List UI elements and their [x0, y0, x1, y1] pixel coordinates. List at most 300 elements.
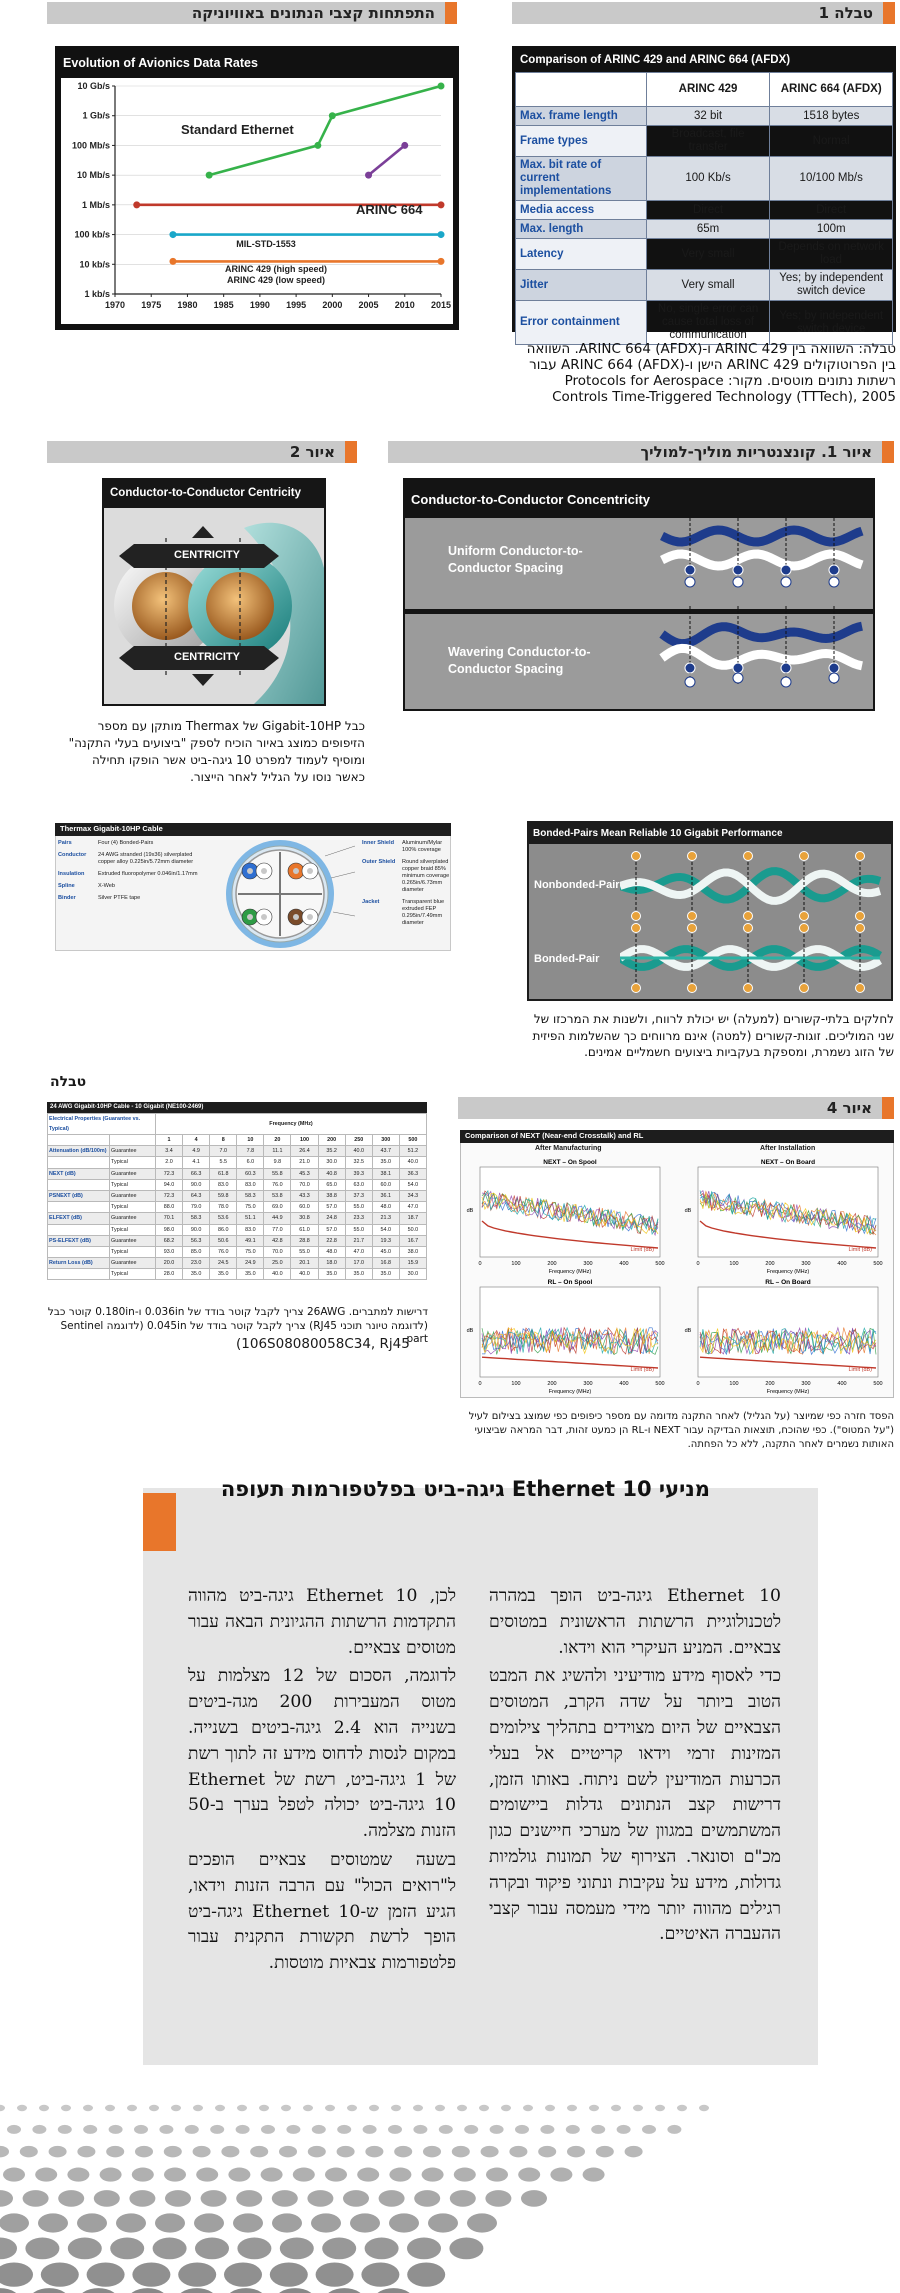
- decorative-dot: [479, 2105, 489, 2111]
- decorative-dot: [149, 2105, 159, 2111]
- cable-value-cell: 34.3: [399, 1190, 426, 1201]
- conductor-dot: [688, 852, 697, 861]
- cable-spec-row: [362, 840, 450, 854]
- cable-spec-value: Transparent blue extruded FEP 0.295in/7.49mm diameter: [402, 899, 445, 926]
- cable-value-cell: 58.3: [183, 1213, 210, 1224]
- table-cell-arinc664: 1518 bytes: [770, 107, 893, 126]
- next-rl-col-left: After Manufacturing: [535, 1145, 602, 1152]
- decorative-dot: [195, 2238, 229, 2260]
- decorative-dot: [100, 2168, 122, 2182]
- decorative-dot: [132, 2168, 154, 2182]
- conductor-dot: [800, 984, 809, 993]
- cable-value-cell: 72.3: [156, 1190, 183, 1201]
- cable-table-row: [48, 1235, 427, 1246]
- cable-table-row: [48, 1269, 427, 1280]
- cable-table-frequency-header: Frequency (MHz): [156, 1114, 427, 1135]
- small-chart-title: NEXT – On Board: [760, 1159, 816, 1166]
- decorative-dot: [337, 2125, 351, 2134]
- decorative-dot: [642, 2125, 656, 2134]
- decorative-dot: [68, 2238, 102, 2260]
- decorative-dot: [171, 2105, 181, 2111]
- decorative-dot: [272, 2190, 298, 2207]
- cable-value-cell: 53.6: [210, 1213, 237, 1224]
- cable-value-cell: 90.0: [183, 1224, 210, 1235]
- cable-property: NEXT (dB): [48, 1168, 110, 1179]
- cable-value-cell: 98.0: [156, 1224, 183, 1235]
- conductor-dot: [685, 565, 695, 575]
- small-chart-xlabel: Frequency (MHz): [766, 1389, 810, 1395]
- decorative-dot: [311, 2213, 341, 2232]
- decorative-dot: [325, 2105, 335, 2111]
- cable-value-cell: 79.0: [183, 1202, 210, 1213]
- table-cell-arinc429: Very small: [646, 239, 770, 270]
- wire-blue: [662, 530, 862, 542]
- decorative-dot: [450, 2190, 476, 2207]
- cable-value-type: Guarantee: [110, 1235, 156, 1246]
- table-cell-arinc664: 100m: [770, 220, 893, 239]
- cable-value-cell: 60.0: [291, 1202, 318, 1213]
- decorative-dot: [38, 2213, 68, 2232]
- cable-table-wrap: [47, 1102, 427, 1280]
- decorative-dot: [105, 2105, 115, 2111]
- decorative-dot: [467, 2213, 497, 2232]
- decorative-dot: [132, 2262, 170, 2286]
- fig4-header-label: איור 4: [826, 1099, 872, 1117]
- decorative-dot: [485, 2190, 511, 2207]
- decorative-dot: [0, 2288, 21, 2293]
- table-cell-arinc664: Yes; by independent switch device: [770, 270, 893, 301]
- cable-spec-value: Round silverplated copper braid 85% minimum coverage 0.265in/6.73mm diameter: [402, 859, 450, 893]
- decorative-dot: [77, 2213, 107, 2232]
- x-tick-label: 2005: [358, 300, 379, 310]
- table-cell-arinc429: 65m: [646, 220, 770, 239]
- cable-value-cell: 38.0: [399, 1246, 426, 1257]
- conductor-dot: [856, 852, 865, 861]
- conductor-dot: [829, 565, 839, 575]
- comparison-table-row: [516, 201, 893, 220]
- chart-title: Evolution of Avionics Data Rates: [63, 56, 258, 70]
- conductor-dot: [733, 673, 743, 683]
- decorative-dot: [490, 2125, 504, 2134]
- decorative-dot: [178, 2262, 216, 2286]
- decorative-dot: [274, 2288, 316, 2293]
- cable-value-cell: 77.0: [264, 1224, 291, 1235]
- table-cell-arinc664: Yes; by independent switch device: [770, 301, 893, 345]
- cable-value-cell: 20.1: [291, 1258, 318, 1269]
- cable-table-title: 24 AWG Gigabit-10HP Cable - 10 Gigabit (NE100-2469): [47, 1102, 427, 1113]
- decorative-dot: [611, 2105, 621, 2111]
- cable-value-cell: 37.3: [345, 1190, 372, 1201]
- decorative-dot: [325, 2168, 347, 2182]
- cable-table: [47, 1113, 427, 1280]
- decorative-dot: [7, 2125, 21, 2134]
- fig2-header-bar: [47, 441, 357, 463]
- cable-value-type: Guarantee: [110, 1258, 156, 1269]
- decorative-dot: [35, 2168, 57, 2182]
- comparison-table-caption: טבלה: השוואה בין ARINC 429 ו-ARINC 664 (AFDX). השוואה בין הפרוטוקולים ARINC 429 הישן ו-ARINC 664 (AFDX) עבור רשתות נתונים מוטסים. מקור: Protocols for Aerospace Controls Time-Triggered Technology (TTTech), 2005: [526, 341, 896, 405]
- y-tick-label: 100 Mb/s: [71, 140, 110, 151]
- cable-value-cell: 40.8: [318, 1168, 345, 1179]
- decorative-dot: [77, 2146, 95, 2158]
- decorative-dot: [308, 2146, 326, 2158]
- small-chart-frame: [698, 1167, 878, 1257]
- series-point: [438, 231, 445, 238]
- cable-value-type: Typical: [110, 1224, 156, 1235]
- decorative-dot: [286, 2125, 300, 2134]
- decorative-dot: [454, 2168, 476, 2182]
- table-cell-arinc664: Normal: [770, 126, 893, 157]
- decorative-dot: [201, 2190, 227, 2207]
- cable-value-cell: 88.0: [156, 1202, 183, 1213]
- small-chart-ylabel: dB: [684, 1328, 692, 1334]
- conductor-dot: [781, 663, 791, 673]
- decorative-dot: [224, 2262, 262, 2286]
- decorative-dot: [281, 2105, 291, 2111]
- x-tick-label: 2010: [394, 300, 415, 310]
- small-chart-x-tick: 300: [801, 1381, 811, 1387]
- cable-table-row: [48, 1190, 427, 1201]
- decorative-dot: [77, 2288, 119, 2293]
- concentricity-title: Conductor-to-Conductor Concentricity: [411, 492, 651, 507]
- decorative-dot-pattern: [0, 2098, 900, 2293]
- cable-value-cell: 49.1: [237, 1235, 264, 1246]
- decorative-dot: [28, 2288, 70, 2293]
- comparison-table-row: [516, 107, 893, 126]
- cable-property: [48, 1224, 110, 1235]
- conductor-dot: [781, 577, 791, 587]
- cable-value-cell: 28.0: [156, 1269, 183, 1280]
- decorative-dot: [83, 2125, 97, 2134]
- decorative-dot: [677, 2105, 687, 2111]
- comparison-table-title: Comparison of ARINC 429 and ARINC 664 (AFDX): [520, 54, 791, 66]
- decorative-dot: [413, 2105, 423, 2111]
- decorative-dot: [164, 2146, 182, 2158]
- decorative-dot: [337, 2146, 355, 2158]
- accent-tab: [882, 1097, 894, 1119]
- decorative-dot: [49, 2146, 67, 2158]
- decorative-dot: [58, 2125, 72, 2134]
- cable-value-cell: 45.3: [291, 1168, 318, 1179]
- small-chart-x-tick: 200: [765, 1381, 775, 1387]
- decorative-dot: [127, 2288, 169, 2293]
- decorative-dot: [0, 2105, 5, 2111]
- cable-table-label: טבלה: [50, 1074, 87, 1090]
- decorative-dot: [228, 2168, 250, 2182]
- decorative-dot: [407, 2238, 441, 2260]
- cable-value-cell: 75.0: [237, 1202, 264, 1213]
- small-chart-legend: Limit (dB): [848, 1247, 872, 1253]
- cable-value-cell: 70.0: [264, 1246, 291, 1257]
- conductor-dot: [632, 912, 641, 921]
- decorative-dot: [389, 2168, 411, 2182]
- decorative-dot: [365, 2238, 399, 2260]
- small-chart-x-tick: 500: [873, 1261, 883, 1267]
- conductor-dot: [856, 912, 865, 921]
- decorative-dot: [194, 2213, 224, 2232]
- cable-table-row: [48, 1146, 427, 1157]
- cable-value-cell: 57.0: [318, 1224, 345, 1235]
- cable-property: [48, 1246, 110, 1257]
- article-left-paragraph: לדוגמה, הסכום של 12 מצלמות על מטוס המעבירות 200 מגה-ביטים בשנייה הוא 2.4 גיגה-ביטים בשנייה. במקום לנסות לדחוס מידע זה לתוך רשת של 1 גיגה-ביט, רשת של Ethernet 10 גיגה-ביט יכולה לטפל בערך ב-50 הזנות מצלמה.: [188, 1666, 457, 1842]
- x-tick-label: 2000: [322, 300, 343, 310]
- decorative-dot: [106, 2146, 124, 2158]
- y-tick-label: 1 Mb/s: [81, 199, 110, 210]
- conductor-dot: [685, 663, 695, 673]
- conductor-core: [293, 868, 299, 874]
- decorative-dot: [155, 2213, 185, 2232]
- cable-value-cell: 24.8: [318, 1213, 345, 1224]
- small-chart-x-tick: 300: [583, 1381, 593, 1387]
- small-chart-x-tick: 500: [873, 1381, 883, 1387]
- decorative-dot: [196, 2168, 218, 2182]
- table1-header-bar: [512, 2, 895, 24]
- y-tick-label: 10 kb/s: [79, 259, 110, 270]
- table-cell-arinc429: Direct: [646, 201, 770, 220]
- decorative-dot: [210, 2125, 224, 2134]
- article-title: מניעי Ethernet 10 גיגה-ביט בפלטפורמות תעופה: [220, 1477, 710, 1501]
- bonded-pairs-illustration: [620, 846, 890, 998]
- cable-value-cell: 21.0: [291, 1157, 318, 1168]
- decorative-dot: [439, 2125, 453, 2134]
- decorative-dot: [625, 2146, 643, 2158]
- table-header-arinc664: ARINC 664 (AFDX): [770, 73, 893, 107]
- decorative-dot: [633, 2105, 643, 2111]
- cable-spec-key: Jacket: [362, 899, 380, 905]
- cable-value-cell: 56.3: [183, 1235, 210, 1246]
- article-right-paragraph: Ethernet 10 גיגה-ביט הופך במהרה לטכנולוגיית הרשתות הראשונית במטוסים צבאיים. המניע העיקרי הוא וידאו.: [489, 1586, 781, 1658]
- small-chart-x-tick: 400: [619, 1261, 629, 1267]
- small-chart-xlabel: Frequency (MHz): [548, 1389, 592, 1395]
- cable-property: [48, 1269, 110, 1280]
- frequency-column-header: 250: [345, 1135, 372, 1146]
- cable-spec-key: Inner Shield: [362, 840, 395, 846]
- decorative-dot: [110, 2238, 144, 2260]
- decorative-dot: [83, 2105, 93, 2111]
- cable-value-cell: 59.8: [210, 1190, 237, 1201]
- frequency-column-header: 10: [237, 1135, 264, 1146]
- small-chart-xlabel: Frequency (MHz): [766, 1269, 810, 1275]
- cable-value-cell: 60.3: [237, 1168, 264, 1179]
- cable-value-cell: 69.0: [264, 1202, 291, 1213]
- decorative-dot: [17, 2105, 27, 2111]
- conductor-core: [247, 868, 253, 874]
- cable-value-cell: 51.2: [399, 1146, 426, 1157]
- decorative-dot: [379, 2190, 405, 2207]
- conductor-dot: [632, 984, 641, 993]
- decorative-dot: [58, 2190, 84, 2207]
- small-chart-x-tick: 0: [696, 1381, 700, 1387]
- cable-value-cell: 93.0: [156, 1246, 183, 1257]
- small-chart-x-tick: 400: [619, 1381, 629, 1387]
- cable-value-type: Guarantee: [110, 1146, 156, 1157]
- decorative-dot: [550, 2168, 572, 2182]
- series-point: [206, 172, 213, 179]
- small-chart-ylabel: dB: [684, 1208, 692, 1214]
- cable-value-cell: 16.7: [399, 1235, 426, 1246]
- decorative-dot: [135, 2146, 153, 2158]
- decorative-dot: [413, 2125, 427, 2134]
- table-cell-arinc664: Direct: [770, 201, 893, 220]
- small-chart-title: RL – On Spool: [547, 1279, 593, 1286]
- cable-value-cell: 28.8: [291, 1235, 318, 1246]
- cable-value-cell: 54.0: [399, 1179, 426, 1190]
- decorative-dot: [225, 2288, 267, 2293]
- conductor-dot: [829, 577, 839, 587]
- cable-value-type: Guarantee: [110, 1190, 156, 1201]
- frequency-column-header: 20: [264, 1135, 291, 1146]
- cable-value-cell: 70.1: [156, 1213, 183, 1224]
- cable-value-cell: 50.6: [210, 1235, 237, 1246]
- cable-value-cell: 25.0: [264, 1258, 291, 1269]
- decorative-dot: [449, 2238, 483, 2260]
- decorative-dot: [481, 2146, 499, 2158]
- table-cell-arinc664: 10/100 Mb/s: [770, 157, 893, 201]
- fig2-header-label: איור 2: [289, 443, 335, 461]
- cable-value-cell: 65.0: [318, 1179, 345, 1190]
- cable-property: [48, 1179, 110, 1190]
- conductor-dot: [800, 852, 809, 861]
- decorative-dot: [0, 2213, 29, 2232]
- y-tick-label: 1 kb/s: [84, 289, 110, 299]
- decorative-dot: [250, 2146, 268, 2158]
- cable-cross-section-title: Thermax Gigabit-10HP Cable: [60, 824, 163, 833]
- decorative-dot: [193, 2105, 203, 2111]
- cable-table-subheader: Electrical Properties (Guarantee vs. Typical): [48, 1114, 156, 1135]
- decorative-dot: [361, 2262, 399, 2286]
- article-right-paragraph: כדי לאסוף מידע מודיעיני ולהשיג את המבט הטוב ביותר על שדה הקרב, המטוסים הצבאיים של היום מצוידים בתהליך צילומים המזינות זרמי וידאו קריטיים אל בעלי הכרעות המודיעין לשם ניתוח. באותו הזמן, דרישות קצב הנתונים גדלות ביישומים המשתמשים במגוון של מערכי חיישנים כגון מכ"ם וסונאר. הצירוף של תמונות גולמיות גדולות, מידע על עקיבות ונתוני פיקוד ובקרה רגילים מהווה יותר מידי מעמסה עבור קצבי ההעברה האיטיים.: [489, 1666, 781, 1945]
- cable-value-cell: 18.0: [318, 1258, 345, 1269]
- series-point: [314, 142, 321, 149]
- cable-value-cell: 75.0: [237, 1246, 264, 1257]
- accent-tab: [882, 441, 894, 463]
- decorative-dot: [566, 2125, 580, 2134]
- cable-value-cell: 35.2: [318, 1146, 345, 1157]
- cable-value-cell: 36.1: [372, 1190, 399, 1201]
- decorative-dot: [316, 2262, 354, 2286]
- series-point: [365, 172, 372, 179]
- decorative-dot: [165, 2190, 191, 2207]
- cable-spec-key: Pairs: [58, 840, 72, 846]
- cable-value-cell: 36.3: [399, 1168, 426, 1179]
- series-label: ARINC 664: [356, 202, 423, 217]
- cable-spec-value: Four (4) Bonded-Pairs: [98, 840, 154, 846]
- cable-value-cell: 5.5: [210, 1157, 237, 1168]
- conductor-dot: [688, 912, 697, 921]
- conductor-dot: [744, 924, 753, 933]
- small-chart-xlabel: Frequency (MHz): [548, 1269, 592, 1275]
- decorative-dot: [307, 2190, 333, 2207]
- decorative-dot: [20, 2146, 38, 2158]
- cable-property: Attenuation (dB/100m): [48, 1146, 110, 1157]
- cable-value-cell: 43.3: [291, 1190, 318, 1201]
- cable-value-cell: 23.3: [345, 1213, 372, 1224]
- cable-value-cell: 68.2: [156, 1235, 183, 1246]
- cable-value-cell: 30.0: [399, 1269, 426, 1280]
- next-rl-charts: [462, 1155, 892, 1395]
- decorative-dot: [518, 2168, 540, 2182]
- cable-value-cell: 23.0: [183, 1258, 210, 1269]
- y-tick-label: 10 Mb/s: [76, 170, 110, 181]
- cable-spec-row: [58, 852, 198, 866]
- cable-table-row: [48, 1258, 427, 1269]
- cable-spec-value: 24 AWG stranded (19x36) silverplated copper alloy 0.225in/5.72mm diameter: [98, 852, 194, 865]
- cable-value-cell: 76.0: [264, 1179, 291, 1190]
- cable-spec-value: Aluminum/Mylar 100% coverage: [402, 840, 443, 853]
- decorative-dot: [259, 2105, 269, 2111]
- decorative-dot: [501, 2105, 511, 2111]
- decorative-dot: [293, 2168, 315, 2182]
- conductor-core: [307, 914, 313, 920]
- decorative-dot: [236, 2125, 250, 2134]
- decorative-dot: [312, 2125, 326, 2134]
- conductor-dot: [829, 663, 839, 673]
- cable-value-cell: 35.0: [372, 1157, 399, 1168]
- next-rl-caption: הפסד חזרה כפי שמיוצר (על הגליל) לאחר התקנה מדומה עם מספר כיפופים כפי שמוצג בצילום לעיל ("על המטוס"). כפי שהוכח, תוצאות הבדיקה עבור NEXT ו-RL הן כמעט זהות, דבר המראה שביצועי האותות נשמרים לאחר התקנה, ללא כל הפחתה.: [468, 1411, 894, 1450]
- conductor-dot: [744, 912, 753, 921]
- cable-property: Return Loss (dB): [48, 1258, 110, 1269]
- comparison-table-row: [516, 126, 893, 157]
- frequency-column-header: 300: [372, 1135, 399, 1146]
- centricity-label-bottom: CENTRICITY: [174, 651, 240, 663]
- cable-value-cell: 58.3: [237, 1190, 264, 1201]
- decorative-dot: [617, 2125, 631, 2134]
- decorative-dot: [457, 2105, 467, 2111]
- article-right-column: [489, 1584, 781, 1951]
- small-chart-x-tick: 300: [801, 1261, 811, 1267]
- cable-value-cell: 48.0: [372, 1202, 399, 1213]
- cable-value-type: Typical: [110, 1179, 156, 1190]
- table-cell-arinc429: No, single error can cause total loss of communication: [646, 301, 770, 345]
- cable-value-cell: 15.9: [399, 1258, 426, 1269]
- decorative-dot: [159, 2125, 173, 2134]
- decorative-dot: [0, 2262, 33, 2286]
- decorative-dot: [343, 2190, 369, 2207]
- decorative-dot: [127, 2105, 137, 2111]
- cable-value-cell: 83.0: [237, 1224, 264, 1235]
- comparison-table-row: [516, 301, 893, 345]
- cable-value-cell: 45.0: [372, 1246, 399, 1257]
- cable-value-cell: 38.1: [372, 1168, 399, 1179]
- cable-spec-key: Insulation: [58, 871, 85, 877]
- cable-property: ELFEXT (dB): [48, 1213, 110, 1224]
- decorative-dot: [435, 2105, 445, 2111]
- conductor-dot: [733, 565, 743, 575]
- decorative-dot: [272, 2213, 302, 2232]
- conductor-core: [293, 914, 299, 920]
- conductor-dot: [685, 577, 695, 587]
- next-rl-col-right: After Installation: [760, 1145, 816, 1152]
- cable-table-row: [48, 1202, 427, 1213]
- decorative-dot: [176, 2288, 218, 2293]
- cable-value-cell: 61.8: [210, 1168, 237, 1179]
- cable-value-cell: 40.0: [291, 1269, 318, 1280]
- x-tick-label: 1975: [141, 300, 162, 310]
- decorative-dot: [388, 2125, 402, 2134]
- cable-spec-value: Silver PTFE tape: [98, 895, 141, 901]
- decorative-dot: [25, 2238, 59, 2260]
- decorative-dot: [389, 2213, 419, 2232]
- decorative-dot: [280, 2238, 314, 2260]
- decorative-dot: [596, 2146, 614, 2158]
- small-chart-x-tick: 100: [729, 1381, 739, 1387]
- series-point: [438, 83, 445, 90]
- comparison-table-row: [516, 220, 893, 239]
- conductor-core: [307, 868, 313, 874]
- cable-value-cell: 47.0: [345, 1246, 372, 1257]
- conductor-dot: [733, 577, 743, 587]
- cable-value-type: Typical: [110, 1246, 156, 1257]
- decorative-dot: [394, 2146, 412, 2158]
